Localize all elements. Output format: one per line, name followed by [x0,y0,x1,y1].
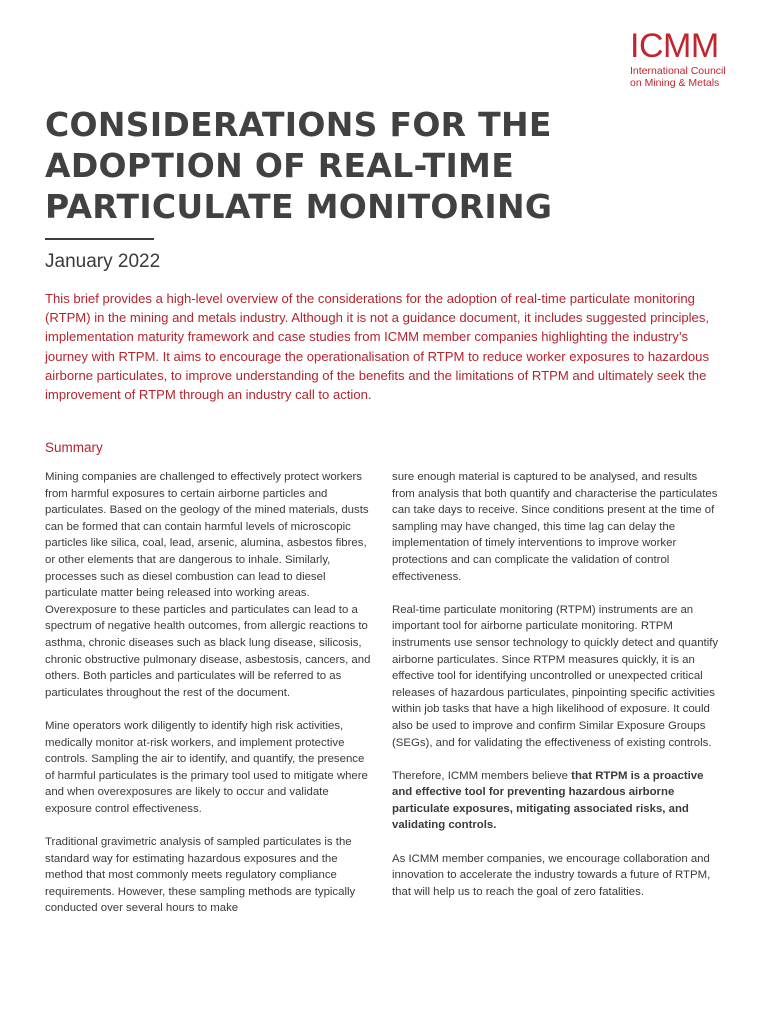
logo-subtitle-line-2: on Mining & Metals [630,77,720,89]
page-title [45,104,725,227]
title-line-3: PARTICULATE MONITORING [45,187,553,226]
title-line-2: ADOPTION OF REAL-TIME [45,146,515,185]
summary-paragraph-belief [392,768,723,834]
title-divider [45,238,154,240]
summary-paragraph: sure enough material is captured to be analysed, and results from analysis that both quantify and characterise the particulates can take days to receive. Since conditions present at the time of sampling may have changed, this time lag can delay the implementation of timely interventions to improve worker protections and can complicate the validation of control effectiveness. [392,471,718,583]
publication-date: January 2022 [45,251,161,272]
logo-wordmark: ICMM [630,27,719,65]
icmm-logo [630,27,750,89]
title-line-1: CONSIDERATIONS FOR THE [45,105,552,144]
summary-paragraph: Real-time particulate monitoring (RTPM) instruments are an important tool for airborne particulate monitoring. RTPM instruments use sensor technology to quickly detect and quantify airborne particulates. Since RTPM measures quickly, it is an effective tool for identifying uncontrolled or unexpected critical releases of hazardous particulates, pinpointing specific activities within job tasks that have a high likelihood of exposure. It could also be used to improve and confirm Similar Exposure Groups (SEGs), and for validating the effectiveness of existing controls. [392,603,719,749]
belief-lead-text: Therefore, ICMM members believe [392,769,572,782]
summary-paragraph: Traditional gravimetric analysis of sampled particulates is the standard way for estimating hazardous exposures and the method that most commonly meets regulatory compliance requirements. However, these sampling methods are typically conducted over several hours to make [45,836,356,915]
intro-paragraph: This brief provides a high-level overview of the considerations for the adoption of real-time particulate monitoring (RTPM) in the mining and metals industry. Although it is not a guidance document, it includes suggested principles, implementation maturity framework and case studies from ICMM member companies highlighting the industry’s journey with RTPM. It aims to encourage the operationalisation of RTPM to reduce worker exposures to hazardous airborne particulates, to improve understanding of the benefits and the limitations of RTPM and ultimately seek the improvement of RTPM through an industry call to action. [45,291,710,403]
logo-subtitle [630,65,750,89]
summary-paragraph: Mining companies are challenged to effectively protect workers from harmful exposures to certain airborne particles and particulates. Based on the geology of the mined materials, dusts can be formed that can contain harmful levels of microscopic particles like silica, coal, lead, arsenic, alumina, asbestos fibres, or other elements that are dangerous to inhale. Similarly, processes such as diesel combustion can lead to diesel particulate matter being released into working areas. Overexposure to these particles and particulates can lead to a spectrum of negative health outcomes, from allergic reactions to asthma, chronic diseases such as black lung disease, silicosis, chronic obstructive pulmonary disease, asbestosis, cancers, and others. Both particles and particulates will be referred to as particulates throughout the rest of the document. [45,471,371,699]
summary-right-column [392,469,723,917]
belief-period: . [493,819,497,832]
summary-left-column [45,469,376,934]
logo-subtitle-line-1: International Council [630,65,726,77]
summary-paragraph: As ICMM member companies, we encourage collaboration and innovation to accelerate the industry towards a future of RTPM, that will help us to reach the goal of zero fatalities. [392,852,711,898]
summary-heading: Summary [45,440,103,455]
belief-bold-text: that RTPM is a proactive and effective tool for preventing hazardous airborne particulate exposures, mitigating associated risks, and validating controls [392,769,704,832]
summary-paragraph: Mine operators work diligently to identify high risk activities, medically monitor at-risk workers, and implement protective controls. Sampling the air to identify, and quantify, the presence of harmful particulates is the primary tool used to mitigate where and when overexposures are likely to occur and validate exposure control effectiveness. [45,719,368,815]
